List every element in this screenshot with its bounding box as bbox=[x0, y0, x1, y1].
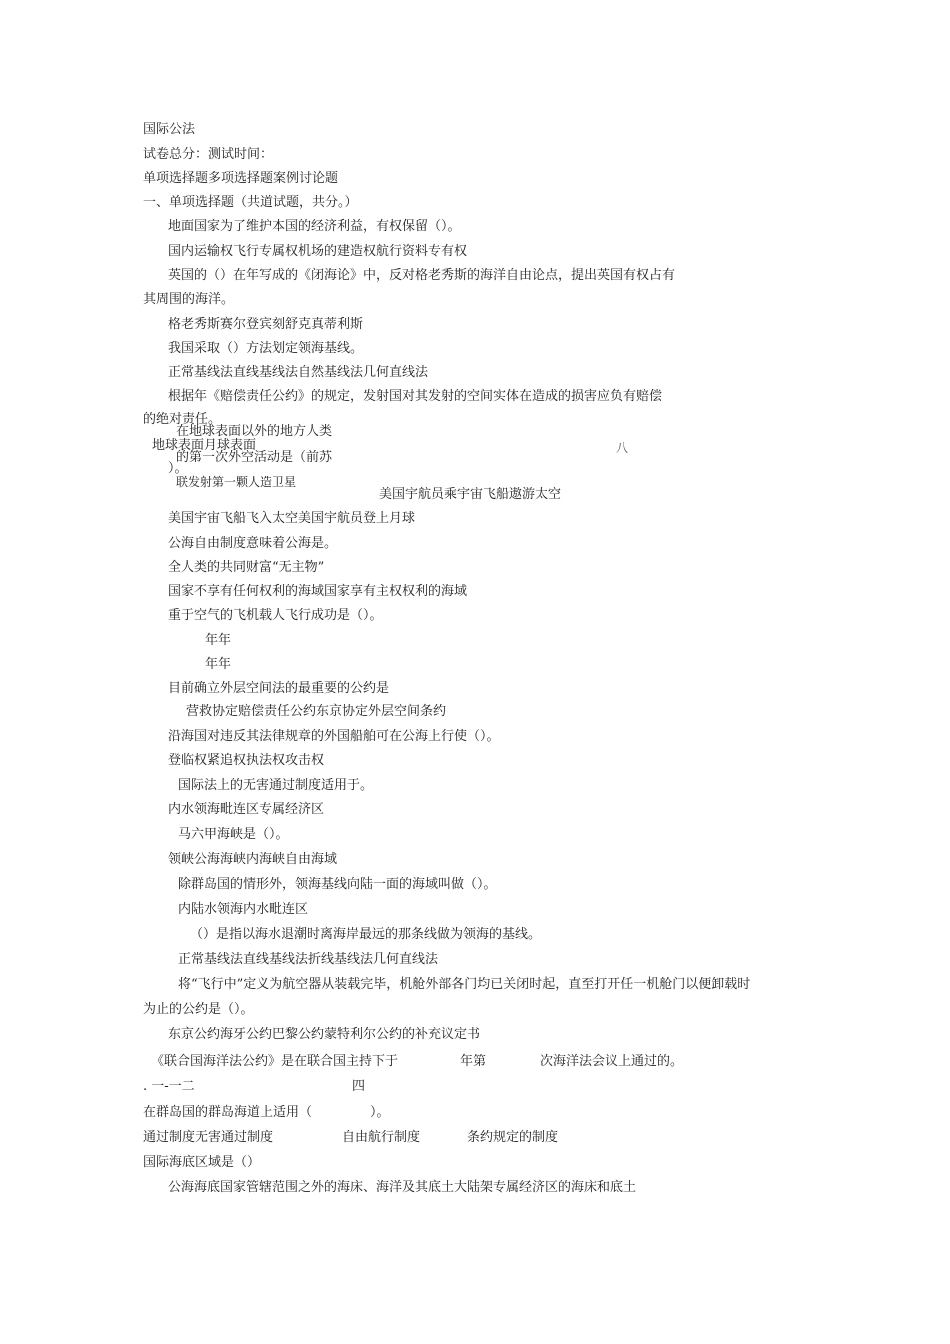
answer-options: 营救协定赔偿责任公约东京协定外层空间条约 bbox=[186, 704, 447, 719]
question-text: 除群岛国的情形外，领海基线向陆一面的海域叫做（）。 bbox=[178, 877, 497, 892]
answer-options: 年年 bbox=[205, 657, 232, 672]
answer-options: 格老秀斯赛尔登宾刻舒克真蒂利斯 bbox=[168, 317, 364, 332]
question-text-continued: 的绝对责任。 bbox=[143, 412, 222, 427]
question-text-part: 在群岛国的群岛海道上适用（ bbox=[143, 1105, 313, 1120]
answer-options: 公海海底国家管辖范围之外的海床、海洋及其底土大陆架专属经济区的海床和底土 bbox=[168, 1180, 637, 1195]
answer-options: 年年 bbox=[205, 633, 232, 648]
answer-option: 美国宇航员乘宇宙飞船遨游太空 bbox=[379, 487, 562, 502]
answer-options: 全人类的共同财富“无主物” bbox=[168, 560, 325, 575]
question-text: 目前确立外层空间法的最重要的公约是 bbox=[168, 681, 390, 696]
answer-options: 东京公约海牙公约巴黎公约蒙特利尔公约的补充议定书 bbox=[168, 1027, 481, 1042]
answer-options: 登临权紧追权执法权攻击权 bbox=[168, 753, 325, 768]
question-text: 根据年《赔偿责任公约》的规定，发射国对其发射的空间实体在造成的损害应负有赔偿 bbox=[168, 389, 663, 404]
answer-option: 条约规定的制度 bbox=[467, 1130, 559, 1145]
question-text: 重于空气的飞机载人飞行成功是（）。 bbox=[168, 608, 383, 623]
question-text: 英国的（）在年写成的《闭海论》中，反对格老秀斯的海洋自由论点，提出英国有权占有 bbox=[168, 268, 676, 283]
question-text-overlapping: ）。 bbox=[168, 461, 188, 476]
question-text-part: 年第 bbox=[460, 1054, 487, 1069]
answer-options: 美国宇宙飞船飞入太空美国宇航员登上月球 bbox=[168, 511, 416, 526]
question-text: 我国采取（）方法划定领海基线。 bbox=[168, 341, 364, 356]
question-text: 沿海国对违反其法律规章的外国船舶可在公海上行使（）。 bbox=[168, 729, 500, 744]
question-text: 公海自由制度意味着公海是。 bbox=[168, 536, 338, 551]
answer-option-overlapping: 在地球表面以外的地方人类 bbox=[176, 424, 333, 439]
question-text-part: ）。 bbox=[370, 1105, 390, 1120]
corner-mark: 八 bbox=[616, 441, 629, 455]
exam-meta: 试卷总分：测试时间： bbox=[143, 147, 274, 162]
question-text: （）是指以海水退潮时离海岸最远的那条线做为领海的基线。 bbox=[190, 927, 542, 942]
part-one-heading: 一、单项选择题（共道试题，共分。） bbox=[143, 195, 358, 210]
question-text-continued: 其周围的海洋。 bbox=[143, 292, 235, 307]
question-text: 国际法上的无害通过制度适用于。 bbox=[178, 778, 374, 793]
question-text: 马六甲海峡是（）。 bbox=[178, 827, 289, 842]
answer-option: 自由航行制度 bbox=[342, 1130, 421, 1145]
answer-option: . 一-一二 bbox=[143, 1079, 195, 1094]
answer-options: 国家不享有任何权利的海域国家享有主权权利的海域 bbox=[168, 584, 468, 599]
question-types-line: 单项选择题多项选择题案例讨论题 bbox=[143, 171, 339, 186]
answer-options: 内陆水领海内水毗连区 bbox=[178, 902, 309, 917]
question-text-part: 次海洋法会议上通过的。 bbox=[540, 1054, 684, 1069]
question-text-continued: 为止的公约是（）。 bbox=[143, 1002, 254, 1017]
answer-option: 通过制度无害通过制度 bbox=[143, 1130, 274, 1145]
document-title: 国际公法 bbox=[143, 122, 196, 137]
answer-options: 正常基线法直线基线法折线基线法几何直线法 bbox=[178, 952, 439, 967]
question-text: 国际海底区域是（） bbox=[143, 1155, 261, 1170]
question-text-overlapping: 的第一次外空活动是（前苏 bbox=[176, 450, 333, 465]
answer-option: 四 bbox=[352, 1079, 366, 1094]
answer-option-overlapping: 地球表面月球表面 bbox=[152, 438, 257, 453]
question-text: 将“飞行中”定义为航空器从装载完毕，机舱外部各门均已关闭时起，直至打开任一机舱门以便卸载时 bbox=[178, 977, 751, 992]
answer-options: 内水领海毗连区专属经济区 bbox=[168, 802, 325, 817]
question-text: 地面国家为了维护本国的经济利益，有权保留（）。 bbox=[168, 219, 461, 234]
answer-options: 领峡公海海峡内海峡自由海域 bbox=[168, 852, 338, 867]
answer-options: 正常基线法直线基线法自然基线法几何直线法 bbox=[168, 365, 429, 380]
question-text-part: 《联合国海洋法公约》是在联合国主持下于 bbox=[151, 1054, 399, 1069]
answer-option-overlapping: 联发射第一颗人造卫星 bbox=[176, 475, 297, 489]
answer-options: 国内运输权飞行专属权机场的建造权航行资料专有权 bbox=[168, 244, 468, 259]
